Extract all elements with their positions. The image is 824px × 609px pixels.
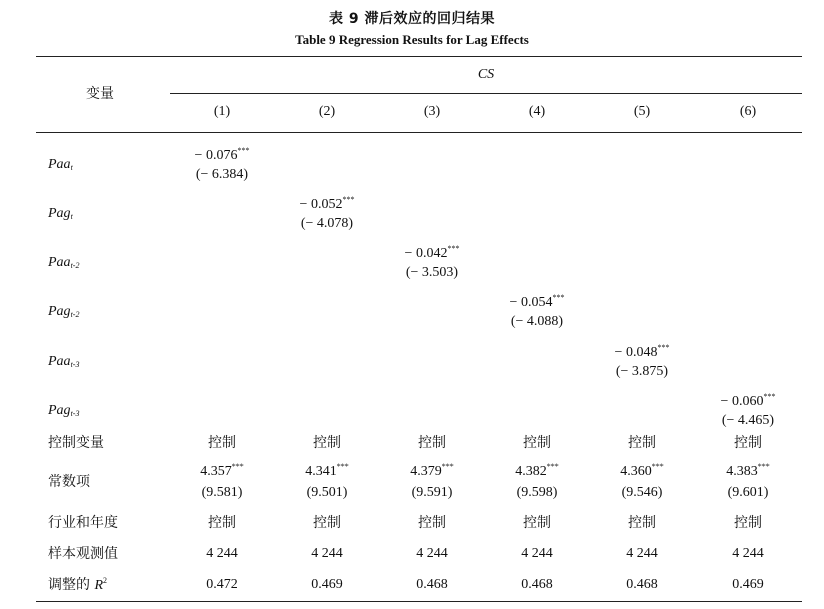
bottom-rule — [36, 601, 802, 602]
significance-stars: *** — [763, 392, 776, 401]
r-squared-cell: 0.468 — [521, 577, 553, 592]
row-label-text: 调整的 — [48, 577, 95, 593]
significance-stars: *** — [552, 293, 565, 302]
row-label: Pag$_{t-2}$ — [48, 304, 80, 319]
coefficient-cell: − 0.048*** — [614, 343, 670, 360]
row-label: 样本观测值 — [48, 546, 118, 562]
coefficient-cell: − 0.052*** — [299, 195, 355, 212]
row-label: 行业和年度 — [48, 515, 118, 531]
control-cell: 控制 — [628, 435, 656, 451]
column-header: (4) — [528, 104, 546, 119]
row-label — [48, 576, 107, 595]
column-header: (3) — [423, 104, 441, 119]
control-cell: 控制 — [208, 515, 236, 531]
t-stat-cell: (− 4.465) — [721, 413, 775, 428]
significance-stars: *** — [441, 462, 454, 471]
control-cell: 控制 — [313, 435, 341, 451]
column-header: (2) — [318, 104, 336, 119]
constant-t-stat-cell: (9.581) — [201, 485, 243, 500]
row-label: 常数项 — [48, 474, 90, 490]
constant-t-stat-cell: (9.598) — [516, 485, 558, 500]
control-cell: 控制 — [418, 435, 446, 451]
sample-size-cell: 4 244 — [732, 546, 764, 561]
t-stat-cell: (− 3.503) — [405, 265, 459, 280]
constant-coefficient-cell: 4.341*** — [305, 462, 349, 479]
constant-t-stat-cell: (9.501) — [306, 485, 348, 500]
r-squared-cell: 0.468 — [416, 577, 448, 592]
t-stat-cell: (− 6.384) — [195, 167, 249, 182]
coefficient-cell: − 0.076*** — [194, 146, 250, 163]
sample-size-cell: 4 244 — [311, 546, 343, 561]
row-label: Paa$_{t-3}$ — [48, 354, 80, 369]
r-squared-cell: 0.469 — [732, 577, 764, 592]
control-cell: 控制 — [313, 515, 341, 531]
row-label: 控制变量 — [48, 435, 104, 451]
constant-coefficient-cell: 4.383*** — [726, 462, 770, 479]
column-header: (6) — [739, 104, 757, 119]
constant-coefficient-cell: 4.360*** — [620, 462, 664, 479]
column-header: (1) — [213, 104, 231, 119]
constant-t-stat-cell: (9.601) — [727, 485, 769, 500]
control-cell: 控制 — [418, 515, 446, 531]
control-cell: 控制 — [628, 515, 656, 531]
sample-size-cell: 4 244 — [416, 546, 448, 561]
row-label-subscript: t-2 — [70, 310, 80, 319]
control-cell: 控制 — [734, 435, 762, 451]
sample-size-cell: 4 244 — [626, 546, 658, 561]
control-cell: 控制 — [523, 435, 551, 451]
row-label-subscript: t — [70, 163, 73, 172]
control-cell: 控制 — [734, 515, 762, 531]
significance-stars: *** — [757, 462, 770, 471]
coefficient-cell: − 0.054*** — [509, 293, 565, 310]
dependent-variable-label: CS — [477, 67, 495, 82]
row-label-subscript: t-2 — [70, 261, 80, 270]
t-stat-cell: (− 4.088) — [510, 314, 564, 329]
row-label: Pag$_{t-3}$ — [48, 403, 80, 418]
significance-stars: *** — [237, 146, 250, 155]
significance-stars: *** — [336, 462, 349, 471]
r-squared-cell: 0.472 — [206, 577, 238, 592]
coefficient-cell: − 0.042*** — [404, 244, 460, 261]
constant-t-stat-cell: (9.546) — [621, 485, 663, 500]
significance-stars: *** — [657, 343, 670, 352]
significance-stars: *** — [546, 462, 559, 471]
significance-stars: *** — [342, 195, 355, 204]
row-label-subscript: t — [70, 212, 73, 221]
constant-coefficient-cell: 4.382*** — [515, 462, 559, 479]
table-title-en: Table 9 Regression Results for Lag Effects — [295, 32, 529, 47]
row-label: Paa$_{t-2}$ — [48, 255, 80, 270]
column-header: (5) — [633, 104, 651, 119]
row-label: Paa$_t$ — [48, 157, 73, 172]
constant-coefficient-cell: 4.379*** — [410, 462, 454, 479]
constant-coefficient-cell: 4.357*** — [200, 462, 244, 479]
r-squared-cell: 0.469 — [311, 577, 343, 592]
row-label-subscript: t-3 — [70, 360, 80, 369]
significance-stars: *** — [651, 462, 664, 471]
header-rule — [36, 132, 802, 133]
significance-stars: *** — [231, 462, 244, 471]
group-rule — [170, 93, 802, 94]
coefficient-cell: − 0.060*** — [720, 392, 776, 409]
row-label: Pag$_t$ — [48, 206, 73, 221]
control-cell: 控制 — [208, 435, 236, 451]
row-header-label: 变量 — [86, 86, 114, 102]
sample-size-cell: 4 244 — [206, 546, 238, 561]
t-stat-cell: (− 4.078) — [300, 216, 354, 231]
r-squared-cell: 0.468 — [626, 577, 658, 592]
row-label-superscript: 2 — [103, 576, 108, 585]
constant-t-stat-cell: (9.591) — [411, 485, 453, 500]
t-stat-cell: (− 3.875) — [615, 364, 669, 379]
control-cell: 控制 — [523, 515, 551, 531]
significance-stars: *** — [447, 244, 460, 253]
table-title-cn: 表 9 滞后效应的回归结果 — [329, 11, 495, 27]
row-label-subscript: t-3 — [70, 409, 80, 418]
top-rule — [36, 56, 802, 57]
sample-size-cell: 4 244 — [521, 546, 553, 561]
row-label-variable: R — [94, 578, 104, 593]
